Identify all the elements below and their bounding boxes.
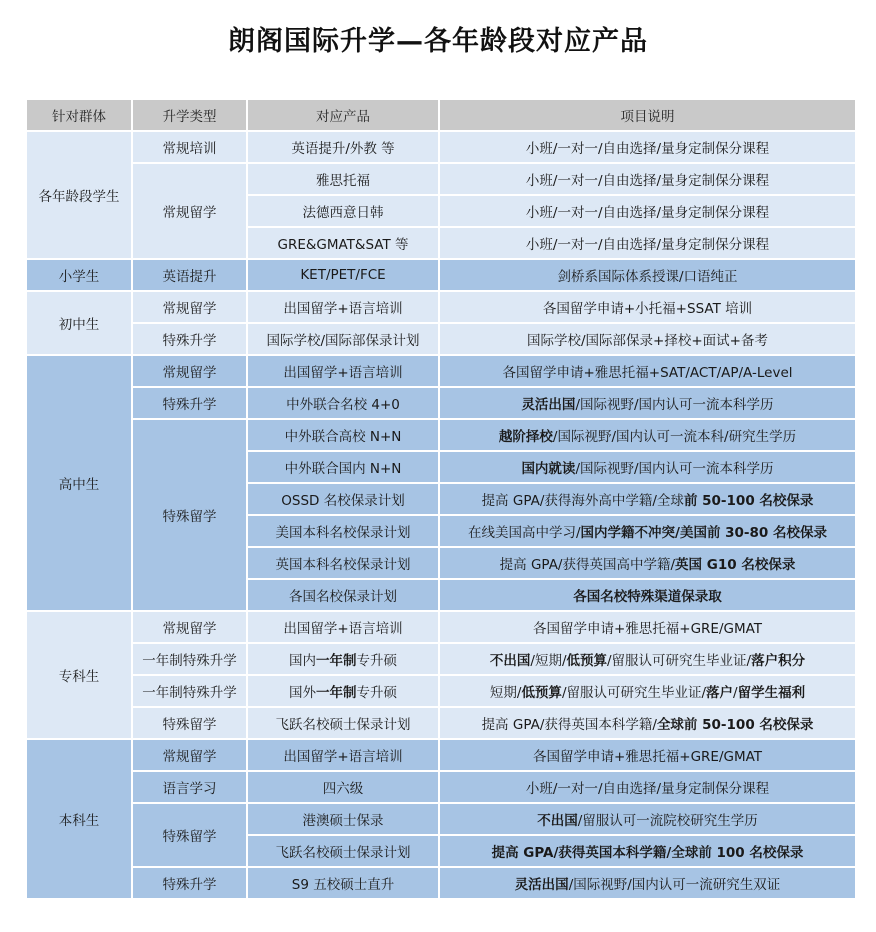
description-cell	[440, 324, 855, 354]
group-cell: 本科生	[27, 740, 131, 898]
description-cell	[440, 388, 855, 418]
emphasis-text: 不出国	[537, 813, 578, 829]
emphasis-text: 全球前 50-100 名校保录	[656, 717, 814, 733]
group-cell: 各年龄段学生	[27, 132, 131, 258]
text-segment: 国内	[289, 653, 316, 669]
product-cell: GRE&GMAT&SAT 等	[248, 228, 438, 258]
header-description: 项目说明	[440, 100, 855, 130]
product-cell: 国际学校/国际部保录计划	[248, 324, 438, 354]
text-segment: 小班/一对一/自由选择/量身定制保分课程	[525, 237, 770, 253]
text-segment: 各国留学申请+雅思托福+GRE/GMAT	[532, 749, 763, 765]
emphasis-text: 一年制	[316, 653, 357, 669]
text-segment: /国际视野/国内认可一流本科学历	[575, 461, 774, 477]
description-cell	[440, 484, 855, 514]
text-segment: 各国留学申请+雅思托福+SAT/ACT/AP/A-Level	[502, 365, 793, 381]
text-segment: 剑桥系国际体系授课/口语纯正	[557, 269, 738, 285]
emphasis-text: 国内就读	[521, 461, 576, 477]
table-row	[27, 292, 855, 322]
product-cell: 英国本科名校保录计划	[248, 548, 438, 578]
table-row	[27, 676, 855, 706]
emphasis-text: 前 50-100 名校保录	[683, 493, 814, 509]
table-row	[27, 612, 855, 642]
emphasis-text: 低预算	[566, 653, 607, 669]
group-cell: 小学生	[27, 260, 131, 290]
type-cell: 语言学习	[133, 772, 246, 802]
table-row	[27, 132, 855, 162]
page-title: 朗阁国际升学—各年龄段对应产品	[228, 26, 648, 57]
product-cell	[248, 676, 438, 706]
group-cell: 专科生	[27, 612, 131, 738]
table-row	[27, 644, 855, 674]
description-cell	[440, 548, 855, 578]
product-cell: S9 五校硕士直升	[248, 868, 438, 898]
table-row	[27, 420, 855, 450]
product-cell: 出国留学+语言培训	[248, 292, 438, 322]
product-cell: 英语提升/外教 等	[248, 132, 438, 162]
emphasis-text: 留学生福利	[737, 685, 806, 701]
text-segment: 国外	[289, 685, 316, 701]
product-cell: 中外联合国内 N+N	[248, 452, 438, 482]
header-study-type: 升学类型	[133, 100, 246, 130]
description-cell	[440, 228, 855, 258]
type-cell: 常规留学	[133, 740, 246, 770]
type-cell: 英语提升	[133, 260, 246, 290]
product-cell: 法德西意日韩	[248, 196, 438, 226]
type-cell: 一年制特殊升学	[133, 644, 246, 674]
emphasis-text: 落户	[706, 685, 734, 701]
product-cell: 四六级	[248, 772, 438, 802]
description-cell	[440, 132, 855, 162]
product-cell	[248, 644, 438, 674]
group-cell: 初中生	[27, 292, 131, 354]
product-cell: 中外联合名校 4+0	[248, 388, 438, 418]
text-segment: /留服认可研究生毕业证/	[607, 653, 752, 669]
table-row	[27, 804, 855, 834]
type-cell: 特殊升学	[133, 388, 246, 418]
text-segment: /短期/	[530, 653, 567, 669]
text-segment: 短期/	[489, 685, 522, 701]
table-body	[27, 132, 855, 898]
text-segment: /国际视野/国内认可一流本科学历	[575, 397, 774, 413]
emphasis-text: 落户积分	[751, 653, 806, 669]
emphasis-text: 低预算	[521, 685, 562, 701]
description-cell	[440, 164, 855, 194]
description-cell	[440, 868, 855, 898]
text-segment: 小班/一对一/自由选择/量身定制保分课程	[525, 173, 770, 189]
text-segment: 小班/一对一/自由选择/量身定制保分课程	[525, 781, 770, 797]
type-cell: 特殊留学	[133, 804, 246, 866]
type-cell: 常规留学	[133, 292, 246, 322]
type-cell: 特殊留学	[133, 420, 246, 610]
product-cell: 出国留学+语言培训	[248, 740, 438, 770]
table-row	[27, 356, 855, 386]
text-segment: 提高 GPA/获得英国高中学籍/	[499, 557, 676, 573]
description-cell	[440, 420, 855, 450]
description-cell	[440, 836, 855, 866]
emphasis-text: 国内学籍不冲突/美国前 30-80 名校保录	[580, 525, 828, 541]
type-cell: 一年制特殊升学	[133, 676, 246, 706]
description-cell	[440, 740, 855, 770]
table-row	[27, 164, 855, 194]
description-cell	[440, 708, 855, 738]
table-row	[27, 708, 855, 738]
description-cell	[440, 612, 855, 642]
product-table	[25, 98, 857, 900]
description-cell	[440, 676, 855, 706]
type-cell: 常规留学	[133, 164, 246, 258]
text-segment: 专升硕	[356, 685, 397, 701]
type-cell: 常规留学	[133, 612, 246, 642]
product-cell: 港澳硕士保录	[248, 804, 438, 834]
description-cell	[440, 292, 855, 322]
description-cell	[440, 356, 855, 386]
type-cell: 常规留学	[133, 356, 246, 386]
emphasis-text: 灵活出国	[514, 877, 569, 893]
table-row	[27, 388, 855, 418]
description-cell	[440, 452, 855, 482]
product-cell: 出国留学+语言培训	[248, 356, 438, 386]
table-row	[27, 868, 855, 898]
emphasis-text: 各国名校特殊渠道保录取	[573, 589, 722, 605]
text-segment: 小班/一对一/自由选择/量身定制保分课程	[525, 205, 770, 221]
text-segment: /国际视野/国内认可一流研究生双证	[568, 877, 781, 893]
emphasis-text: 英国 G10 名校保录	[675, 557, 796, 573]
product-cell: 中外联合高校 N+N	[248, 420, 438, 450]
text-segment: 各国留学申请+小托福+SSAT 培训	[542, 301, 753, 317]
description-cell	[440, 772, 855, 802]
text-segment: 提高 GPA/获得英国本科学籍/	[481, 717, 657, 733]
text-segment: /留服认可一流院校研究生学历	[577, 813, 758, 829]
product-cell: 美国本科名校保录计划	[248, 516, 438, 546]
description-cell	[440, 644, 855, 674]
table-row	[27, 772, 855, 802]
description-cell	[440, 516, 855, 546]
type-cell: 特殊升学	[133, 324, 246, 354]
group-cell: 高中生	[27, 356, 131, 610]
emphasis-text: 越阶择校	[498, 429, 553, 445]
text-segment: 在线美国高中学习/	[467, 525, 581, 541]
text-segment: /留服认可研究生毕业证/	[561, 685, 707, 701]
description-cell	[440, 580, 855, 610]
text-segment: /	[733, 685, 738, 701]
type-cell: 特殊升学	[133, 868, 246, 898]
product-cell: 飞跃名校硕士保录计划	[248, 708, 438, 738]
type-cell: 特殊留学	[133, 708, 246, 738]
table-header	[27, 100, 855, 130]
text-segment: 国际学校/国际部保录+择校+面试+备考	[527, 333, 768, 349]
header-target-group: 针对群体	[27, 100, 131, 130]
emphasis-text: 灵活出国	[521, 397, 576, 413]
text-segment: 专升硕	[356, 653, 397, 669]
product-cell: 各国名校保录计划	[248, 580, 438, 610]
emphasis-text: 一年制	[316, 685, 357, 701]
text-segment: 各国留学申请+雅思托福+GRE/GMAT	[532, 621, 763, 637]
description-cell	[440, 804, 855, 834]
text-segment: 提高 GPA/获得海外高中学籍/全球	[481, 493, 684, 509]
table-row	[27, 740, 855, 770]
emphasis-text: 提高 GPA/获得英国本科学籍/全球前 100 名校保录	[491, 845, 804, 861]
product-cell: OSSD 名校保录计划	[248, 484, 438, 514]
description-cell	[440, 260, 855, 290]
text-segment: 小班/一对一/自由选择/量身定制保分课程	[525, 141, 770, 157]
table-row	[27, 324, 855, 354]
product-cell: 飞跃名校硕士保录计划	[248, 836, 438, 866]
text-segment: /国际视野/国内认可一流本科/研究生学历	[552, 429, 797, 445]
product-cell: 出国留学+语言培训	[248, 612, 438, 642]
product-cell: KET/PET/FCE	[248, 260, 438, 290]
product-cell: 雅思托福	[248, 164, 438, 194]
table-row	[27, 260, 855, 290]
emphasis-text: 不出国	[489, 653, 531, 669]
header-product: 对应产品	[248, 100, 438, 130]
type-cell: 常规培训	[133, 132, 246, 162]
description-cell	[440, 196, 855, 226]
